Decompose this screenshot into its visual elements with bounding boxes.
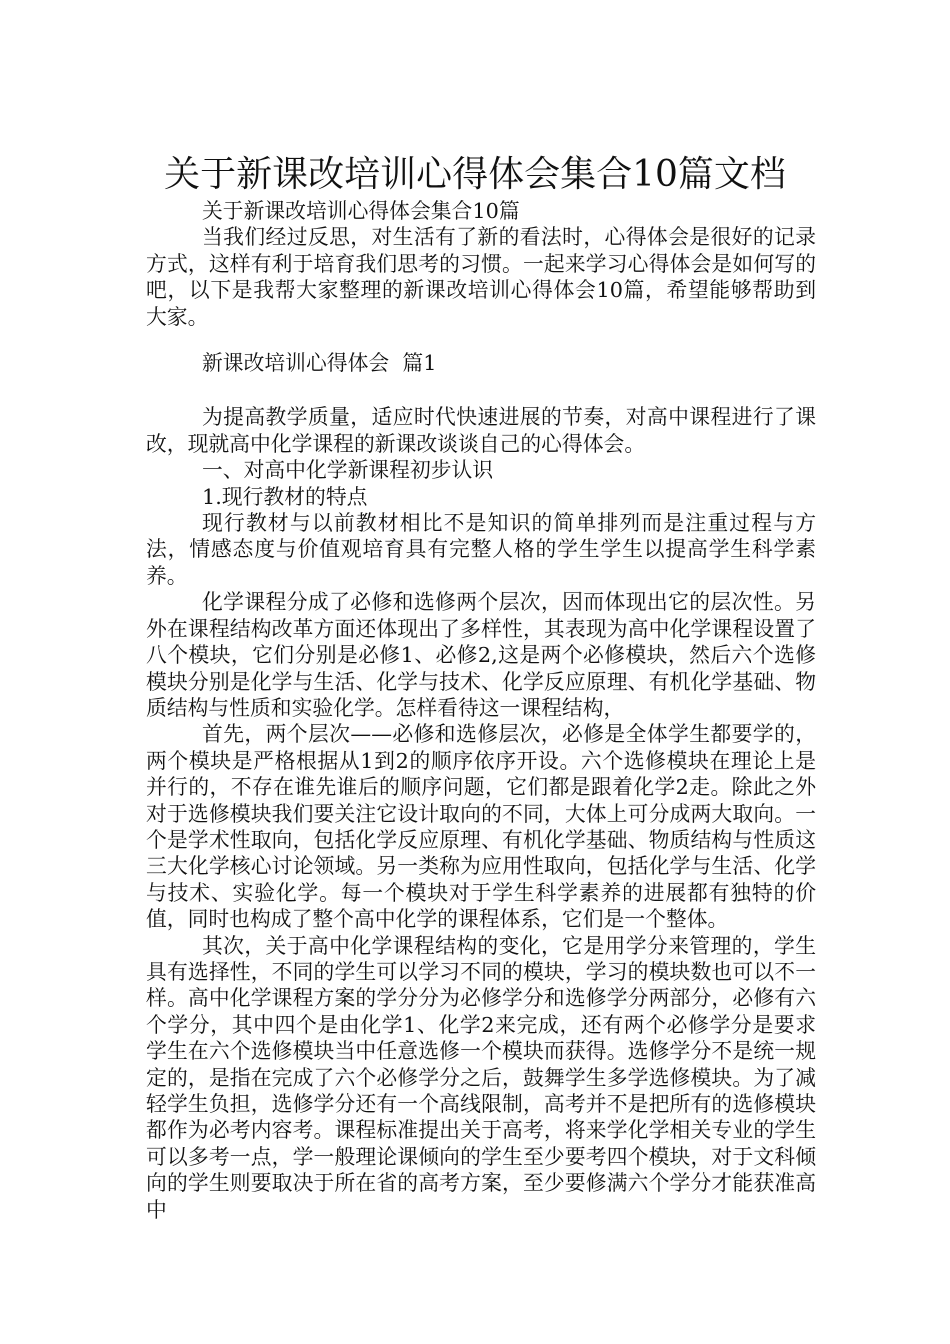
spacer [146,376,816,404]
document-title: 关于新课改培训心得体会集合10篇文档 [164,154,786,196]
document-subtitle: 关于新课改培训心得体会集合10篇 [202,199,520,223]
document-body [146,198,816,1223]
body-heading-1: 一、对高中化学新课程初步认识 [202,458,494,483]
body-paragraph: 为提高教学质量，适应时代快速进展的节奏，对高中课程进行了课改，现就高中化学课程的新课改谈谈自己的心得体会。 [146,405,816,456]
body-paragraph: 首先，两个层次——必修和选修层次，必修是全体学生都要学的，两个模块是严格根据从1到2的顺序依序开设。六个选修模块在理论上是并行的，不存在谁先谁后的顺序问题，它们都是跟着化学2走。除此之外对于选修模块我们要关注它设计取向的不同，大体上可分成两大取向。一个是学术性取向，包括化学反应原理、有机化学基础、物质结构与性质这三大化学核心讨论领域。另一类称为应用性取向，包括化学与生活、化学与技术、实验化学。每一个模块对于学生科学素养的进展都有独特的价值，同时也构成了整个高中化学的课程体系，它们是一个整体。 [146,722,816,932]
body-paragraph: 现行教材与以前教材相比不是知识的简单排列而是注重过程与方法，情感态度与价值观培育具有完整人格的学生学生以提高学生科学素养。 [146,511,816,588]
body-paragraph: 化学课程分成了必修和选修两个层次，因而体现出它的层次性。另外在课程结构改革方面还体现出了多样性，其表现为高中化学课程设置了八个模块，它们分别是必修1、必修2,这是两个必修模块，然后六个选修模块分别是化学与生活、化学与技术、化学反应原理、有机化学基础、物质结构与性质和实验化学。怎样看待这一课程结构， [146,590,816,720]
body-heading-2: 1.现行教材的特点 [202,484,368,509]
body-paragraph: 其次，关于高中化学课程结构的变化，它是用学分来管理的，学生具有选择性，不同的学生可以学习不同的模块，学习的模块数也可以不一样。高中化学课程方案的学分分为必修学分和选修学分两部分，必修有六个学分，其中四个是由化学1、化学2来完成，还有两个必修学分是要求学生在六个选修模块当中任意选修一个模块而获得。选修学分不是统一规定的，是指在完成了六个必修学分之后，鼓舞学生多学选修模块。为了减轻学生负担，选修学分还有一个高线限制，高考并不是把所有的选修模块都作为必考内容考。课程标准提出关于高考，将来学化学相关专业的学生可以多考一点，学一般理论课倾向的学生至少要考四个模块，对于文科倾向的学生则要取决于所在省的高考方案，至少要修满六个学分才能获准高中 [146,933,816,1222]
section-heading: 新课改培训心得体会 篇1 [202,351,437,376]
intro-paragraph: 当我们经过反思，对生活有了新的看法时，心得体会是很好的记录方式，这样有利于培育我们思考的习惯。一起来学习心得体会是如何写的吧，以下是我帮大家整理的新课改培训心得体会10篇，希望能够帮助到大家。 [146,225,816,329]
spacer [146,330,816,350]
